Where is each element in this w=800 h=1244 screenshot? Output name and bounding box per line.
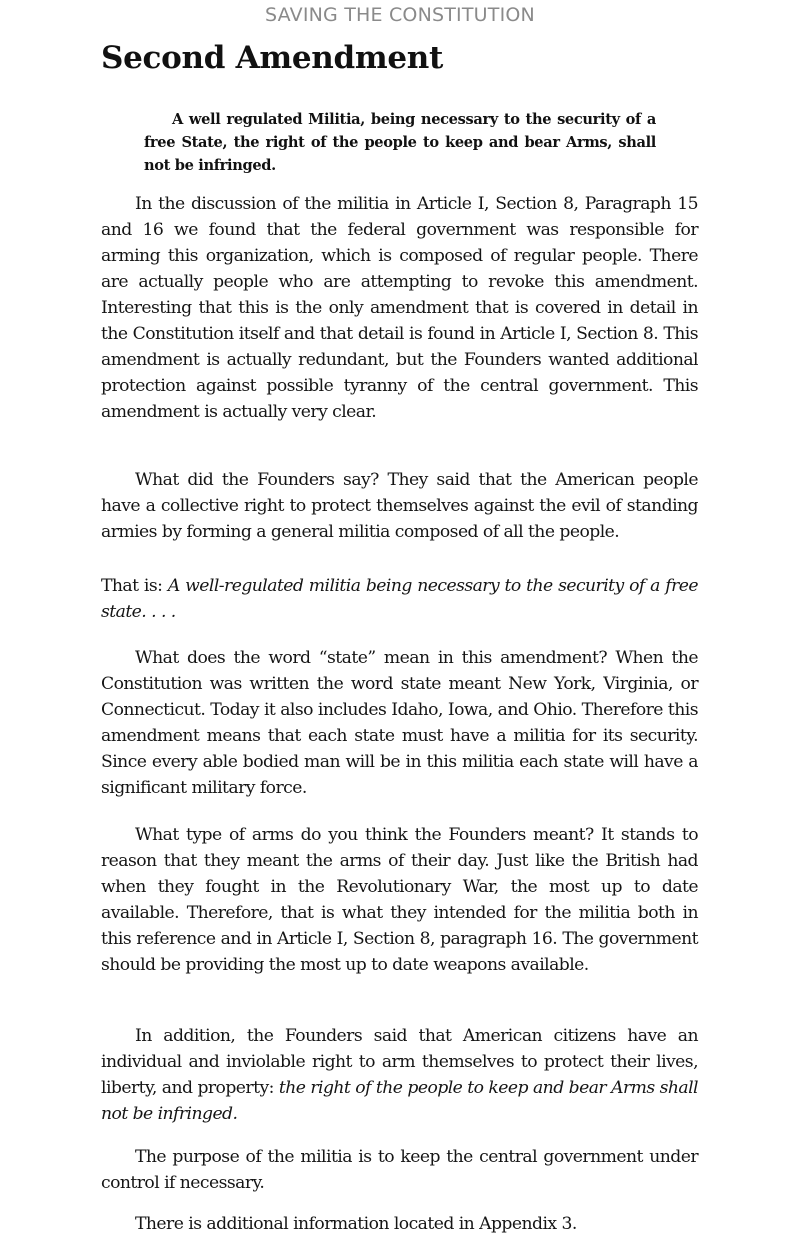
body-paragraph	[101, 1144, 698, 1196]
paragraph-appendix-reference: There is additional information located in Appendix 3.	[135, 1214, 577, 1234]
that-is-lead: That is:	[101, 576, 168, 596]
individual-right-lead: In addition, the Founders said that American citizens have an individual and inviolable right to arm themselves to protect their lives, liberty, and property:	[101, 1026, 698, 1098]
paragraph-founders-say: What did the Founders say? They said that the American people have a collective right to protect themselves against the evil of standing armies by forming a general militia composed of all the people.	[101, 470, 698, 542]
paragraph-militia-purpose: The purpose of the militia is to keep the central government under control if necessary.	[101, 1147, 698, 1193]
paragraph-that-is	[101, 573, 698, 625]
paragraph-individual-right	[101, 1023, 698, 1127]
amendment-quote: A well regulated Militia, being necessary to the security of a free State, the right of the people to keep and bear Arms, shall not be infringed.	[144, 111, 656, 174]
running-header: SAVING THE CONSTITUTION	[265, 4, 535, 26]
paragraph-word-state: What does the word “state” mean in this amendment? When the Constitution was written the word state meant New York, Virginia, or Connecticut. Today it also includes Idaho, Iowa, and Ohio. Therefore this amendment means that each state must have a militia for its security. Since every able bodied man will be in this militia each state will have a significant military force.	[101, 648, 698, 798]
page-title: Second Amendment	[101, 40, 444, 76]
body-paragraph	[101, 1023, 698, 1127]
militia-quote: A well-regulated militia being necessary to the security of a free state. . . .	[101, 576, 698, 622]
body-paragraph	[101, 467, 698, 545]
body-paragraph	[101, 822, 698, 978]
right-to-bear-arms-quote: the right of the people to keep and bear Arms shall not be infringed.	[101, 1078, 698, 1124]
body-paragraph	[101, 645, 698, 801]
body-paragraph	[101, 191, 698, 425]
body-paragraph	[101, 573, 698, 625]
paragraph-type-of-arms: What type of arms do you think the Founders meant? It stands to reason that they meant the arms of their day. Just like the British had when they fought in the Revolutionary War, the most up to date available. Therefore, that is what they intended for the militia both in this reference and in Article I, Section 8, paragraph 16. The government should be providing the most up to date weapons available.	[101, 825, 698, 975]
paragraph-militia-discussion: In the discussion of the militia in Article I, Section 8, Paragraph 15 and 16 we found that the federal government was responsible for arming this organization, which is composed of regular people. There are actually people who are attempting to revoke this amendment. Interesting that this is the only amendment that is covered in detail in the Constitution itself and that detail is found in Article I, Section 8. This amendment is actually redundant, but the Founders wanted additional protection against possible tyranny of the central government. This amendment is actually very clear.	[101, 194, 698, 422]
body-paragraph	[101, 1211, 698, 1237]
